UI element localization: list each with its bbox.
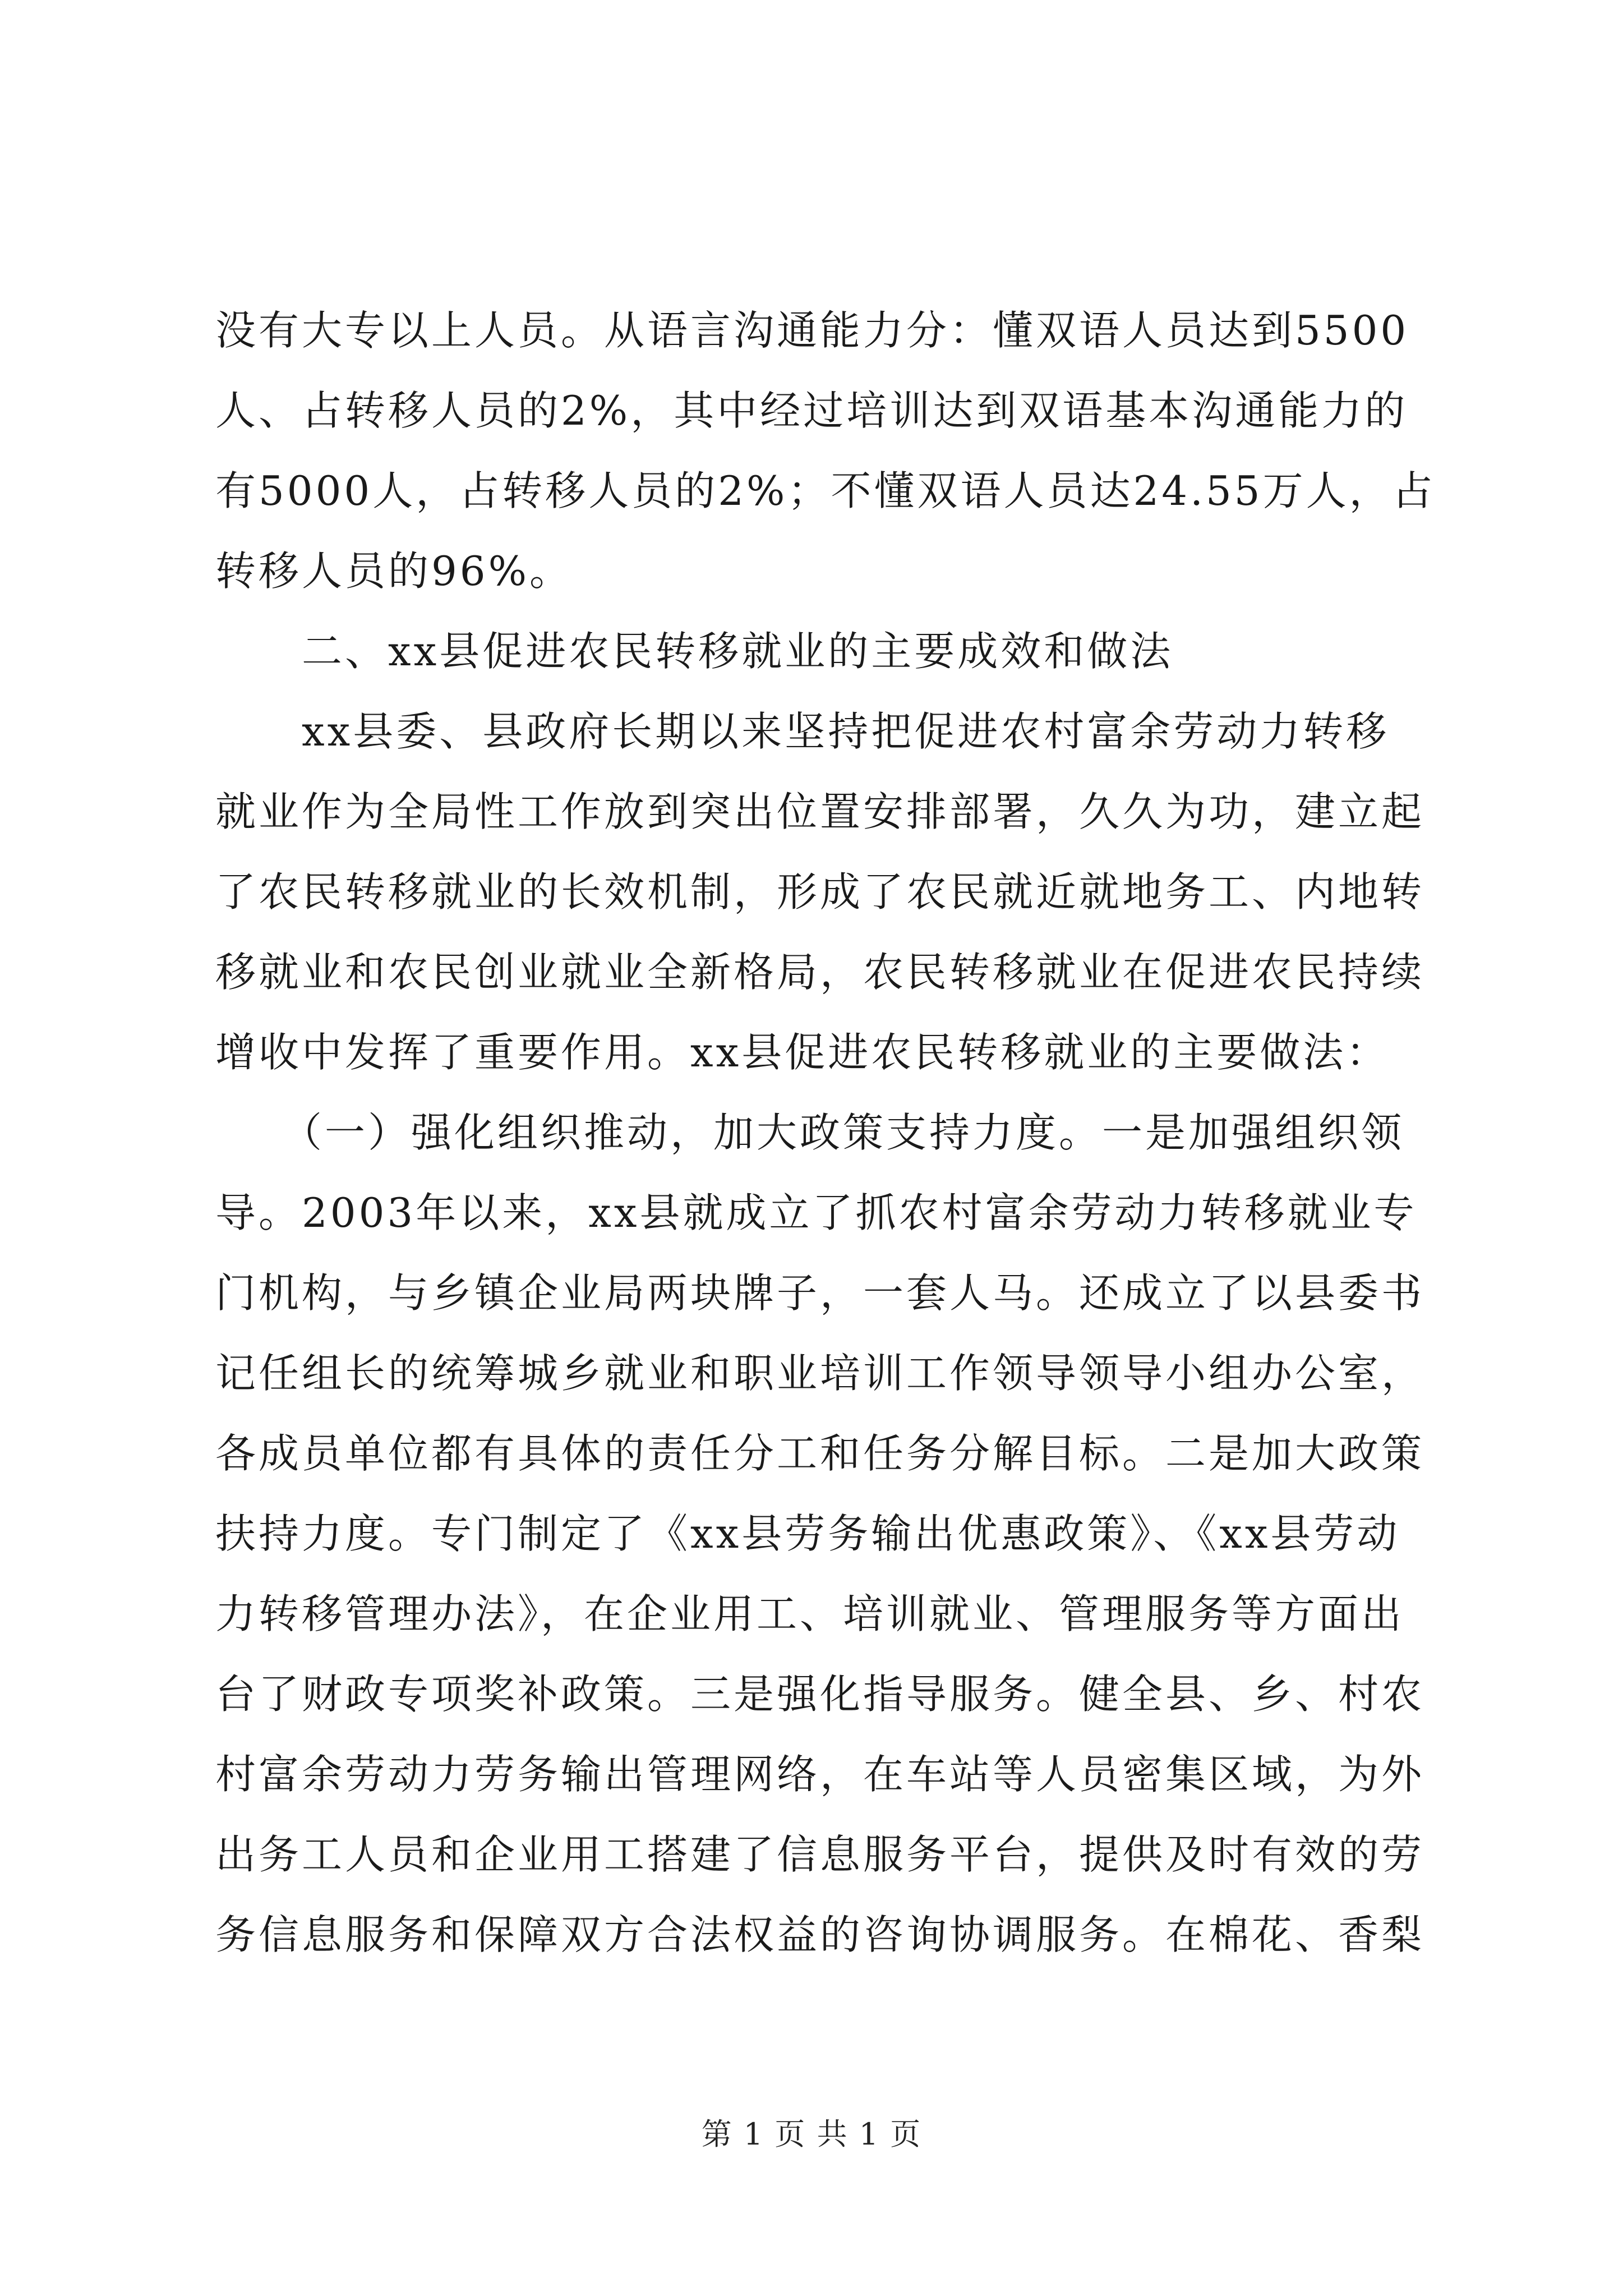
text-line: 力转移管理办法》，在企业用工、培训就业、管理服务等方面出 bbox=[215, 1590, 1405, 1637]
text-line: 人、占转移人员的2%，其中经过培训达到双语基本沟通能力的 bbox=[215, 387, 1408, 434]
page-footer: 第 1 页 共 1 页 bbox=[701, 2116, 922, 2152]
document-body bbox=[215, 291, 1436, 1975]
text-line: 门机构，与乡镇企业局两块牌子，一套人马。还成立了以县委书 bbox=[215, 1269, 1425, 1317]
text-line: 有5000人，占转移人员的2%；不懂双语人员达24.55万人，占 bbox=[215, 467, 1436, 514]
text-line: xx县委、县政府长期以来坚持把促进农村富余劳动力转移 bbox=[215, 708, 1390, 755]
text-line: 各成员单位都有具体的责任分工和任务分解目标。二是加大政策 bbox=[215, 1430, 1425, 1477]
text-line: 务信息服务和保障双方合法权益的咨询协调服务。在棉花、香梨 bbox=[215, 1911, 1425, 1958]
text-line: 移就业和农民创业就业全新格局，农民转移就业在促进农民持续 bbox=[215, 949, 1425, 996]
text-line: 增收中发挥了重要作用。xx县促进农民转移就业的主要做法： bbox=[215, 1029, 1390, 1076]
subsection-heading-line: （一）强化组织推动，加大政策支持力度。一是加强组织领 bbox=[215, 1109, 1405, 1156]
text-line: 台了财政专项奖补政策。三是强化指导服务。健全县、乡、村农 bbox=[215, 1671, 1425, 1718]
text-line: 导。2003年以来，xx县就成立了抓农村富余劳动力转移就业专 bbox=[215, 1189, 1417, 1236]
text-line: 扶持力度。专门制定了《xx县劳务输出优惠政策》、《xx县劳动 bbox=[215, 1510, 1400, 1557]
text-line: 没有大专以上人员。从语言沟通能力分：懂双语人员达到5500 bbox=[215, 307, 1409, 354]
text-line: 就业作为全局性工作放到突出位置安排部署，久久为功，建立起 bbox=[215, 788, 1425, 835]
text-line: 记任组长的统筹城乡就业和职业培训工作领导领导小组办公室， bbox=[215, 1350, 1425, 1397]
text-line: 出务工人员和企业用工搭建了信息服务平台，提供及时有效的劳 bbox=[215, 1831, 1425, 1878]
text-line: 了农民转移就业的长效机制，形成了农民就近就地务工、内地转 bbox=[215, 868, 1425, 915]
section-heading: 二、xx县促进农民转移就业的主要成效和做法 bbox=[215, 628, 1174, 675]
text-line: 转移人员的96%。 bbox=[215, 547, 573, 595]
text-line: 村富余劳动力劳务输出管理网络，在车站等人员密集区域，为外 bbox=[215, 1751, 1425, 1798]
